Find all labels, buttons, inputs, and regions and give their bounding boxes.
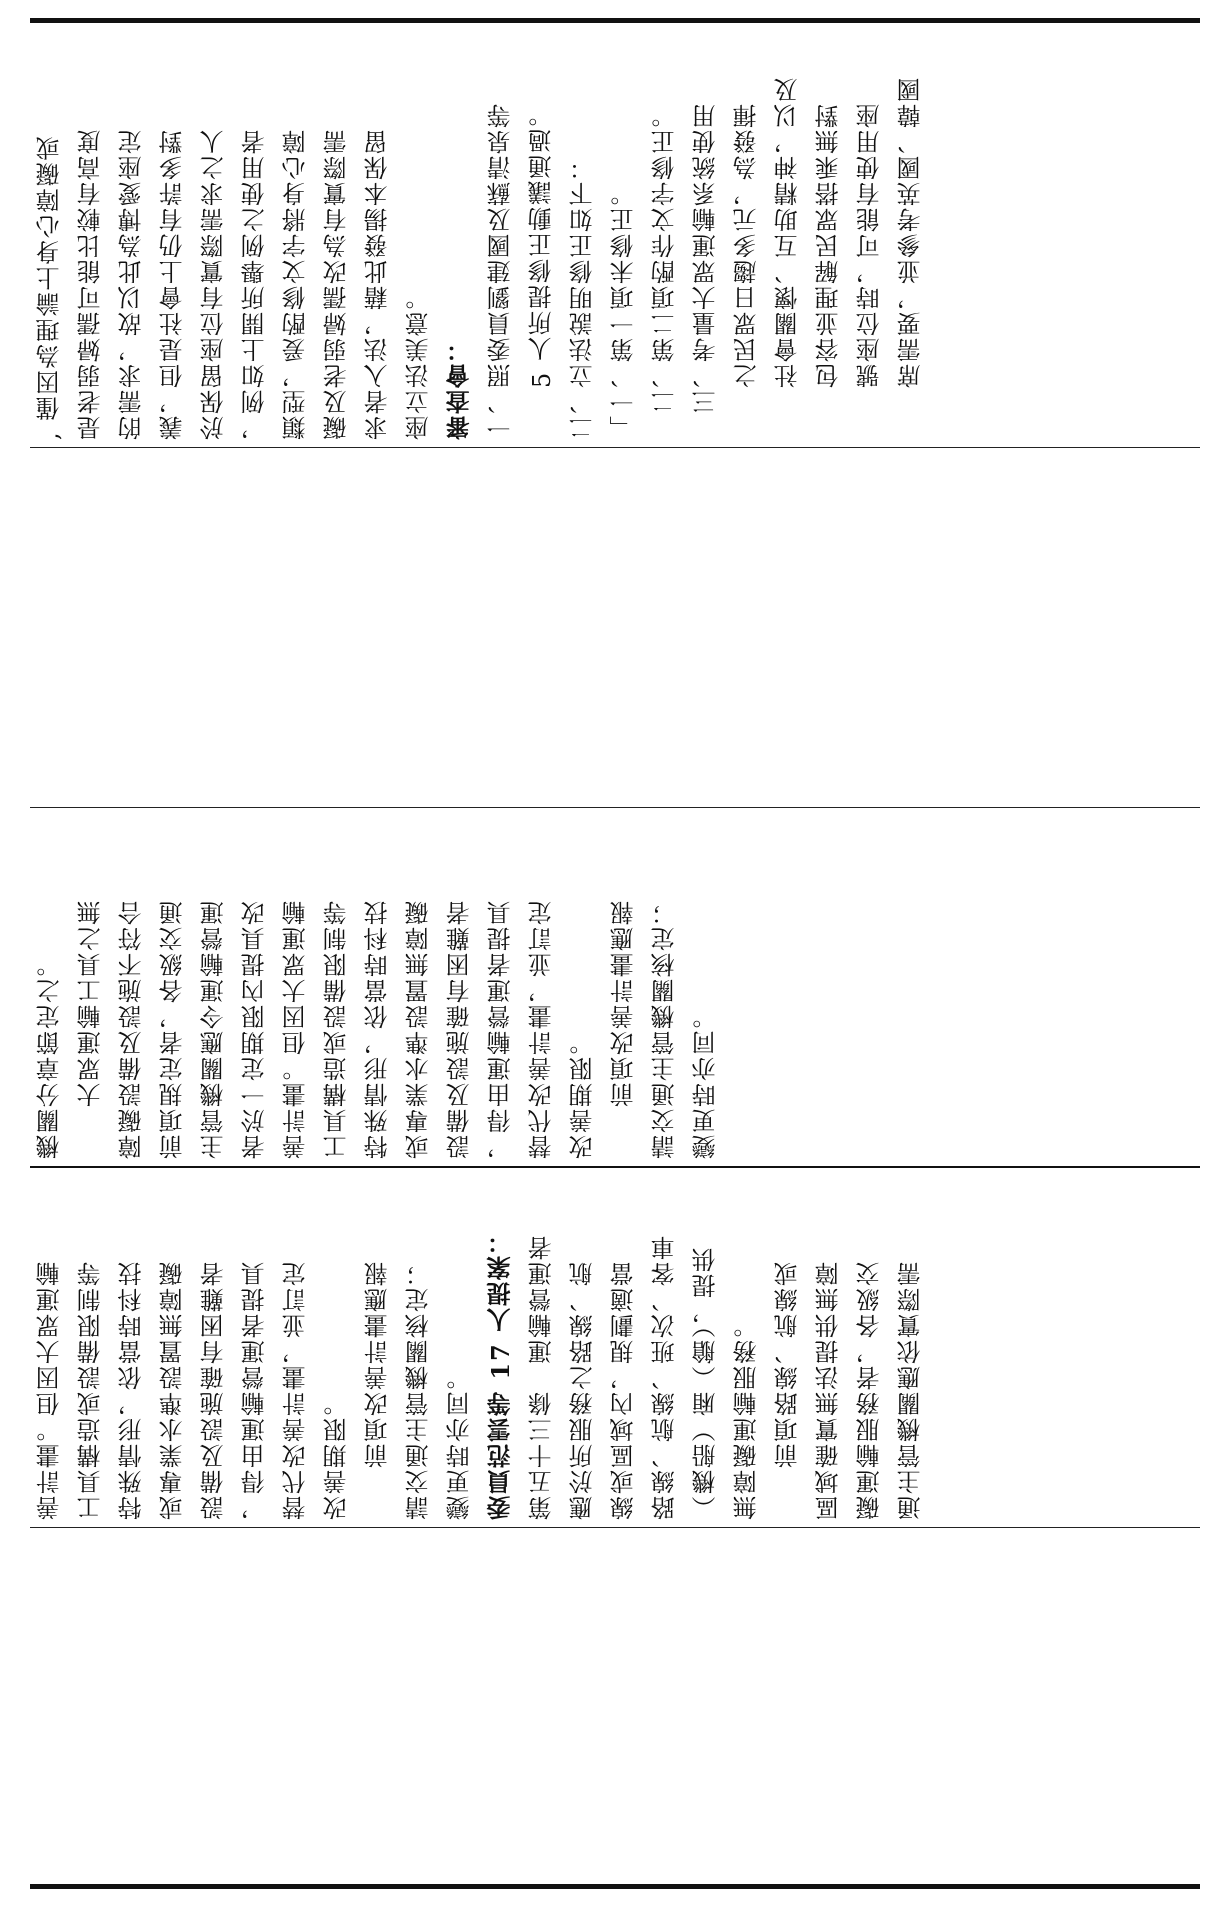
text-line: 特殊情形，依當時科技 bbox=[118, 1260, 146, 1520]
text-line: 設備及設施確有困難者 bbox=[446, 899, 474, 1159]
text-line: 請交通主管機關核定； bbox=[405, 1260, 433, 1520]
text-line: 求者入法，藉此發揚本保留 bbox=[364, 128, 392, 440]
text-line: 於保留座位有實際需求之人 bbox=[200, 128, 228, 440]
text-line: 者於一定期限內提具改 bbox=[241, 899, 269, 1159]
text-line: 工具構造或設備限制等 bbox=[323, 899, 351, 1159]
section-heading: 審查會： bbox=[445, 336, 474, 440]
text-line: 無障礙運輸服務。 bbox=[733, 1312, 761, 1520]
text-line: 請交通主管機關核定； bbox=[651, 899, 679, 1159]
text-line: 障礙設備及設施不符合 bbox=[118, 899, 146, 1159]
text-line: 「一、第一項未修正。 bbox=[610, 180, 638, 440]
text-line: 工具構造或設備限制等 bbox=[77, 1260, 105, 1520]
panel-bottom bbox=[30, 1174, 1200, 1520]
text-line: 替代改善計畫，並訂定 bbox=[282, 1260, 310, 1520]
text-line: 或專業水準設置無障礙 bbox=[405, 899, 433, 1159]
divider-2 bbox=[30, 807, 1200, 808]
text-line: （機船）廂（艙），提供 bbox=[692, 1246, 720, 1520]
text-line: 前項改善計畫應報 bbox=[364, 1260, 392, 1520]
text-line: 善計畫。但因大眾運輸 bbox=[282, 899, 310, 1159]
text-line: 一、照委員劉建國及蘇清泉等 bbox=[487, 102, 515, 440]
text-line: 前項改善計畫應報 bbox=[610, 899, 638, 1159]
text-line: 線或區域內，規劃適當 bbox=[610, 1260, 638, 1520]
panel-middle bbox=[30, 814, 1200, 1159]
text-line: 替代改善計畫，並訂定 bbox=[528, 899, 556, 1159]
text-line: 變更時亦同。 bbox=[446, 1364, 474, 1520]
text-line: 座立法美意。 bbox=[405, 284, 433, 440]
text-line: 主管機關應令運輸營運 bbox=[200, 899, 228, 1159]
text-line: 包容並理解民眾搭乘無對 bbox=[815, 102, 843, 440]
text-line: ，得由運輸營運者提具 bbox=[487, 899, 515, 1159]
text-line: 善計畫。但因大眾運輸 bbox=[36, 1260, 64, 1520]
text-line: 5 人所提修正動議通過。 bbox=[528, 101, 556, 440]
text-line: 設備及設施確有困難者 bbox=[200, 1260, 228, 1520]
text-line: 前項規定者，各級交通 bbox=[159, 899, 187, 1159]
text-line: 改善期限。 bbox=[569, 1029, 597, 1159]
text-line: 社會關懷、互助精神，以及 bbox=[774, 76, 802, 440]
text-line: 通主管機關應依實際需 bbox=[897, 1260, 925, 1520]
text-line: 席需要，並參考英國、韓國 bbox=[897, 76, 925, 440]
text-line: 二、立法說明修正如下： bbox=[569, 154, 597, 440]
text-line: ，例如上開所舉例之使用者 bbox=[241, 128, 269, 440]
text-line: ，得由運輸營運者提具 bbox=[241, 1260, 269, 1520]
text-line: 第五十三條 運輸營運者 bbox=[528, 1234, 556, 1520]
bottom-rule bbox=[30, 1884, 1200, 1889]
section-heading: 委員范雲等 17 人提案： bbox=[486, 1227, 515, 1520]
divider-4 bbox=[30, 1527, 1200, 1528]
text-line: 三、考量大眾運輸系統使用 bbox=[692, 102, 720, 440]
text-line: 二、第二項酌作文字修正。 bbox=[651, 102, 679, 440]
text-line: 應於所服務之路線、航 bbox=[569, 1260, 597, 1520]
text-line: 或專業水準設置無障礙 bbox=[159, 1260, 187, 1520]
text-line: 是老弱婦孺可能比較有高度 bbox=[77, 128, 105, 440]
divider-1 bbox=[30, 447, 1200, 448]
divider-3 bbox=[30, 1166, 1200, 1168]
text-line: 義，但是社會上仍有許多對 bbox=[159, 128, 187, 440]
text-line: 類型，爰酌修文字將身心障 bbox=[282, 128, 310, 440]
text-line: 號座位時，可能有使用座 bbox=[856, 102, 884, 440]
text-line: 特殊情形，依當時科技 bbox=[364, 899, 392, 1159]
text-line: 大眾運輸工具之無 bbox=[77, 899, 105, 1159]
text-line: 的需求，故以此為博愛座定 bbox=[118, 128, 146, 440]
text-line: 礙運輸服務者，各級交 bbox=[856, 1260, 884, 1520]
panel-top bbox=[30, 26, 1200, 440]
text-line: 前項路線、航線或 bbox=[774, 1260, 802, 1520]
text-line: 變更時亦同。 bbox=[692, 1003, 720, 1159]
text-line: 路線、航線、班次、客車 bbox=[651, 1234, 679, 1520]
top-rule bbox=[30, 18, 1200, 23]
text-line: 機關分章節定之。 bbox=[36, 951, 64, 1159]
text-line: 之民眾日趨多元，為發揮 bbox=[733, 102, 761, 440]
text-line: 礙及老弱婦孺改為有實際需 bbox=[323, 128, 351, 440]
text-line: 改善期限。 bbox=[323, 1390, 351, 1520]
text-line: , 僅因為理論上身心障礙或 bbox=[36, 134, 64, 440]
text-line: 區域確實無法提供無障 bbox=[815, 1260, 843, 1520]
